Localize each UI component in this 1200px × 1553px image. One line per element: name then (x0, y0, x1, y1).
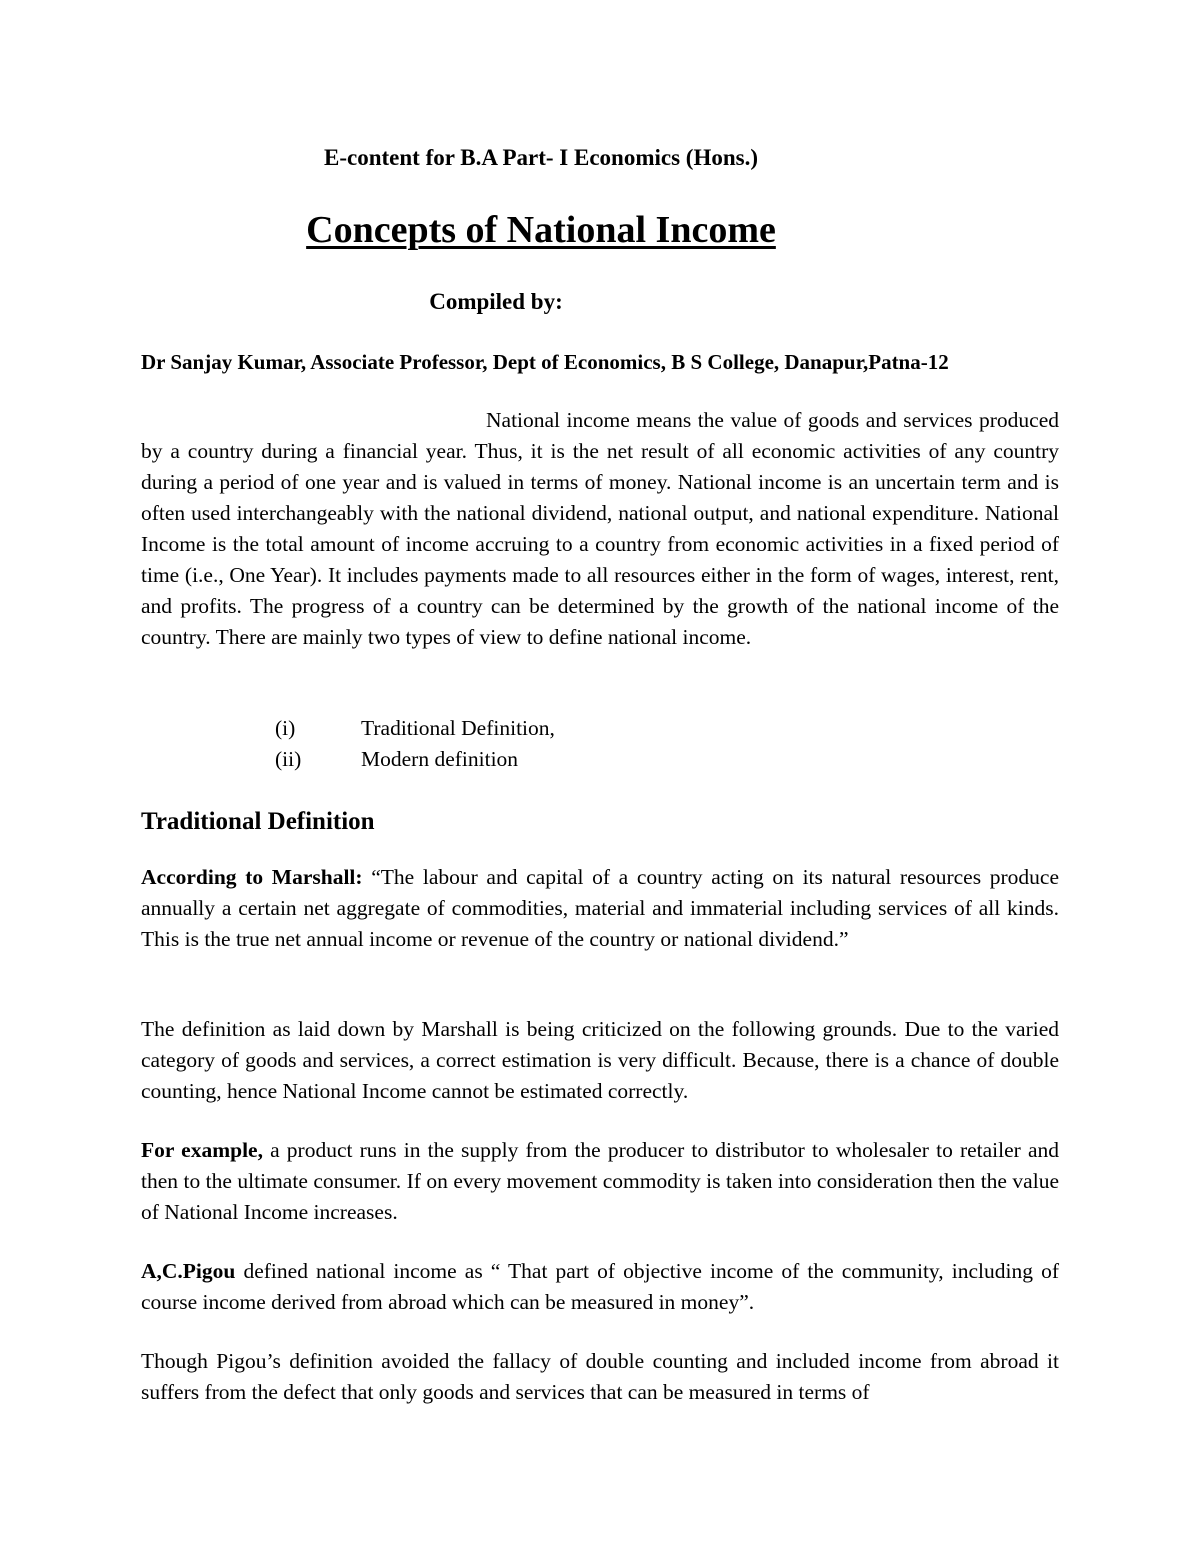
section-heading: Traditional Definition (141, 808, 375, 835)
list-item-number: (i) (275, 716, 296, 740)
list-item (275, 713, 555, 744)
marshall-paragraph (141, 862, 1059, 955)
marshall-text: “The labour and capital of a country acting on its natural resources produce annually a certain net aggregate of commodities, material and immaterial including services of all kinds. This is the true net annual income or revenue of the country or national dividend.” (141, 865, 1060, 951)
example-lead: For example, (141, 1138, 263, 1162)
marshall-lead: According to Marshall: (141, 865, 363, 889)
page-title: Concepts of National Income (306, 209, 776, 251)
intro-paragraph: National income means the value of goods and services produced by a country during a financial year. Thus, it is the net result of all economic activities of any country during a period of one year and is valued in terms of money. National income is an uncertain term and is often used interchangeably with the national dividend, national output, and national expenditure. National Income is the total amount of income accruing to a country from economic activities in a fixed period of time (i.e., One Year). It includes payments made to all resources either in the form of wages, interest, rent, and profits. The progress of a country can be determined by the growth of the national income of the country. There are mainly two types of view to define national income. (141, 408, 1059, 649)
criticism-paragraph: The definition as laid down by Marshall is being criticized on the following grounds. Due to the varied category of goods and services, a correct estimation is very difficult. Because, there is a chance of double counting, hence National Income cannot be estimated correctly. (141, 1017, 1059, 1103)
compiled-by-label: Compiled by: (429, 289, 563, 314)
pigou-paragraph (141, 1256, 1059, 1318)
definitions-list (275, 713, 555, 775)
example-paragraph (141, 1135, 1059, 1228)
pigou-text: defined national income as “ That part of objective income of the community, including of course income derived from abroad which can be measured in money”. (141, 1259, 1059, 1314)
list-item-label: Modern definition (361, 747, 519, 771)
author-line: Dr Sanjay Kumar, Associate Professor, Dept of Economics, B S College, Danapur,Patna-12 (141, 350, 949, 374)
list-item (275, 744, 555, 775)
list-item-label: Traditional Definition, (361, 716, 555, 740)
course-subtitle: E-content for B.A Part- I Economics (Hons.) (324, 145, 758, 170)
pigou-lead: A,C.Pigou (141, 1259, 236, 1283)
example-text: a product runs in the supply from the producer to distributor to wholesaler to retailer and then to the ultimate consumer. If on every movement commodity is taken into consideration then the value of National Income increases. (141, 1138, 1060, 1224)
document-page (141, 0, 1059, 1553)
list-item-number: (ii) (275, 747, 302, 771)
pigou-critique-paragraph: Though Pigou’s definition avoided the fallacy of double counting and included income from abroad it suffers from the defect that only goods and services that can be measured in terms of (141, 1349, 1059, 1404)
